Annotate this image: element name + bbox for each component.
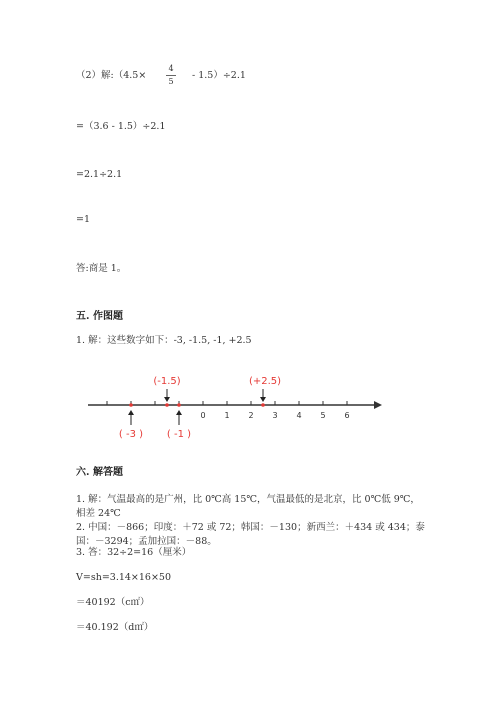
label-neg3: ( -3 ) <box>118 429 144 440</box>
tick-label-6: 6 <box>344 411 350 420</box>
fraction-bar <box>166 75 176 76</box>
arrow-neg3-icon <box>128 410 134 415</box>
solution-line-1-suffix: - 1.5）÷2.1 <box>192 70 246 81</box>
arrow-neg1-5-icon <box>164 397 170 402</box>
fraction-numerator: 4 <box>168 64 174 73</box>
point-neg1 <box>177 403 181 407</box>
section-6-q2: 2. 中国：－866；印度：＋72 或 72；韩国：－130；新西兰：＋434 或 434；泰国：－3294；孟加拉国：－88。 <box>76 522 425 547</box>
number-line-arrow-icon <box>374 401 382 409</box>
tick-label-5: 5 <box>320 411 326 420</box>
tick-label-1: 1 <box>224 411 230 420</box>
arrow-pos2-5-icon <box>260 397 266 402</box>
solution-line-3: =2.1÷2.1 <box>76 169 123 180</box>
point-neg3 <box>129 403 133 407</box>
arrow-neg1-icon <box>176 410 182 415</box>
section-6-q3: 3. 答：32÷2=16（厘米） <box>76 547 192 558</box>
tick-label-3: 3 <box>272 411 278 420</box>
point-pos2-5 <box>261 403 265 407</box>
label-pos2-5: (+2.5) <box>248 376 282 387</box>
calc-line-1: V=sh=3.14×16×50 <box>76 572 172 583</box>
tick-label-4: 4 <box>296 411 302 420</box>
answer-line: 答:商是 1。 <box>76 263 127 274</box>
calc-line-3: ＝40.192（d㎡） <box>76 622 154 633</box>
label-neg1-5: (-1.5) <box>153 376 181 387</box>
point-neg1-5 <box>165 403 169 407</box>
section-5-heading: 五. 作图题 <box>76 311 123 322</box>
tick-label-0: 0 <box>200 411 206 420</box>
section-6-q1: 1. 解：气温最高的是广州，比 0℃高 15℃，气温最低的是北京，比 0℃低 9℃，相差 24℃ <box>76 494 420 519</box>
solution-line-1-prefix: （2）解:（4.5× <box>76 70 147 81</box>
calc-line-2: ＝40192（c㎡） <box>76 597 150 608</box>
section-5-q1: 1. 解：这些数字如下：-3, -1.5, -1, +2.5 <box>76 335 252 346</box>
label-neg1: ( -1 ) <box>166 429 192 440</box>
fraction-denominator: 5 <box>168 77 174 86</box>
tick-label-2: 2 <box>248 411 254 420</box>
number-line-figure <box>0 360 500 450</box>
solution-line-2: =（3.6 - 1.5）÷2.1 <box>76 121 166 132</box>
solution-line-4: =1 <box>76 214 91 225</box>
section-6-heading: 六. 解答题 <box>76 467 123 478</box>
